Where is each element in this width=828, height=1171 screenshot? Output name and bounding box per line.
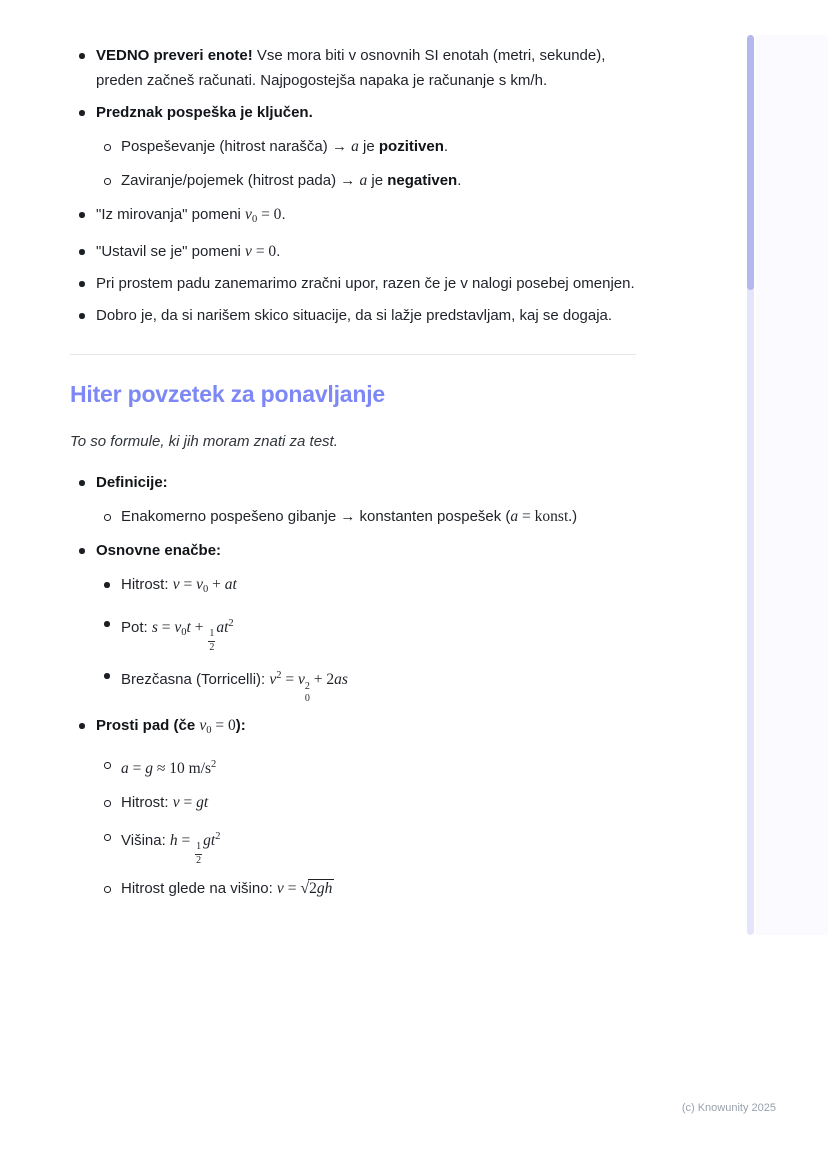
list-item <box>70 303 636 328</box>
math-expression: a = konst. <box>510 508 573 525</box>
list-item <box>70 538 636 563</box>
list-item-text: Dobro je, da si narišem skico situacije, da si lažje predstavljam, kaj se dogaja. <box>96 307 613 324</box>
bullet-circle-icon <box>103 134 121 159</box>
list-item <box>70 713 636 743</box>
list-item-text: Hitrost: v = gt <box>121 794 209 811</box>
math-expression: a <box>359 172 368 189</box>
list-item-text: Pospeševanje (hitrost narašča) → a je pozitiven. <box>121 138 449 155</box>
list-item <box>95 572 636 602</box>
summary-intro: To so formule, ki jih moram znati za test. <box>70 433 338 450</box>
list-item-text <box>121 752 636 781</box>
bullet-disc-icon <box>103 663 121 704</box>
math-expression: v0 = 0 <box>245 206 282 225</box>
list-item-text: Hitrost glede na višino: v = √2gh <box>121 880 333 897</box>
scrollbar-thumb[interactable] <box>747 35 754 290</box>
list-item <box>95 752 636 781</box>
list-item-text: Hitrost: v = v0 + at <box>121 576 237 595</box>
list-item-text: Višina: h = $\frac{1}{2}$ $gt^2$ <box>121 831 221 866</box>
list-item <box>95 134 636 159</box>
list-item-text: Definicije: <box>96 474 168 491</box>
list-item <box>95 790 636 815</box>
bullet-disc-icon <box>78 271 96 296</box>
list-item <box>70 100 636 125</box>
bullet-disc-icon <box>103 611 121 654</box>
list-item-text: "Iz mirovanja" pomeni v0 = 0. <box>96 206 286 225</box>
list-item-text: Brezčasna (Torricelli): $v^2 = v$ 2 0 + 2as <box>121 670 348 704</box>
list-item <box>70 271 636 296</box>
bullet-circle-icon <box>103 824 121 867</box>
bullet-disc-icon <box>78 202 96 232</box>
list-item-text: Pri prostem padu zanemarimo zračni upor, razen če je v nalogi posebej omenjen. <box>96 275 635 292</box>
bullet-circle-icon <box>103 790 121 815</box>
math-expression: a <box>351 138 359 155</box>
list-item <box>95 663 636 704</box>
bullet-disc-icon <box>78 43 96 93</box>
footer-credit: (c) Knowunity 2025 <box>681 1102 776 1114</box>
list-item <box>70 43 636 93</box>
math-expression: $v^2 = v$ 2 0 + 2as <box>269 670 348 704</box>
bullet-disc-icon <box>78 538 96 563</box>
scrollbar-track[interactable] <box>747 35 754 935</box>
document-content <box>70 36 636 910</box>
list-item <box>95 611 636 654</box>
bullet-disc-icon <box>78 713 96 743</box>
list-item <box>70 470 636 495</box>
tips-list <box>70 43 636 328</box>
math-expression: s = v0t + $\frac{1}{2}$ $at^2$ <box>151 618 234 653</box>
list-item <box>95 504 636 529</box>
math-expression: v = 0 <box>245 243 277 260</box>
list-item <box>95 824 636 867</box>
list-item-text: Prosti pad (če v0 = 0): <box>96 717 246 736</box>
list-item <box>70 239 636 264</box>
bullet-disc-icon <box>78 100 96 125</box>
math-expression: h = $\frac{1}{2}$ $gt^2$ <box>169 831 221 866</box>
list-item-text: Pot: s = v0t + $\frac{1}{2}$ $at^2$ <box>121 618 234 653</box>
summary-list <box>70 470 636 901</box>
math-expression: v = gt <box>172 794 209 811</box>
summary-heading: Hiter povzetek za ponavljanje <box>70 381 386 407</box>
math-expression: v0 = 0 <box>199 717 236 736</box>
math-expression: v = √2gh <box>276 880 333 897</box>
list-item <box>95 168 636 193</box>
bullet-circle-icon <box>103 504 121 529</box>
list-item-text: Predznak pospeška je ključen. <box>96 104 313 121</box>
section-divider <box>70 354 636 355</box>
math-expression: a = g ≈ 10 $m/s^2$ <box>121 759 217 777</box>
list-item <box>70 202 636 232</box>
bullet-disc-icon <box>78 239 96 264</box>
list-item <box>95 876 636 901</box>
bullet-disc-icon <box>78 303 96 328</box>
list-item-text: VEDNO preveri enote! Vse mora biti v osnovnih SI enotah (metri, sekunde), preden začneš računati. Najpogostejša napaka je računanje s km/h. <box>96 47 606 89</box>
list-item-text: "Ustavil se je" pomeni v = 0. <box>96 243 281 260</box>
bullet-circle-icon <box>103 168 121 193</box>
list-item-text: Zaviranje/pojemek (hitrost pada) → a je negativen. <box>121 172 462 189</box>
math-expression: v = v0 + at <box>172 576 237 595</box>
list-item-text: Osnovne enačbe: <box>96 542 222 559</box>
list-item-text: Enakomerno pospešeno gibanje → konstanten pospešek (a = konst.) <box>121 508 578 525</box>
bullet-circle-icon <box>103 752 121 781</box>
bullet-disc-icon <box>78 470 96 495</box>
right-rail <box>756 35 828 935</box>
bullet-disc-icon <box>103 572 121 602</box>
bullet-circle-icon <box>103 876 121 901</box>
